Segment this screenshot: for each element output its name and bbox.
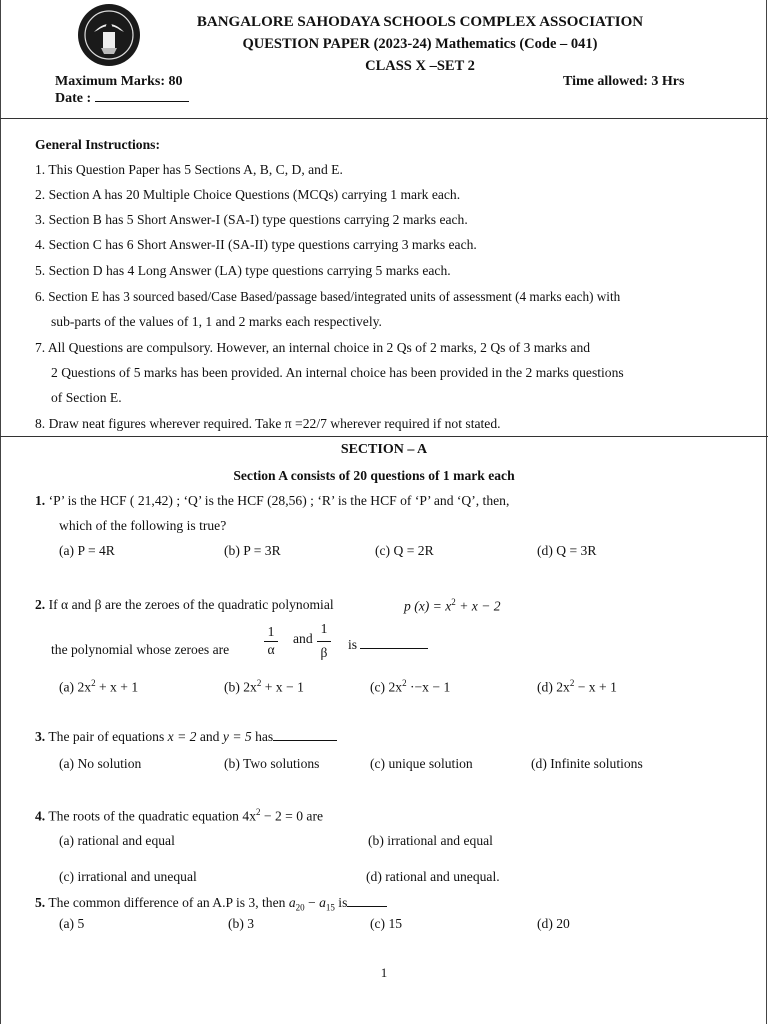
question-2-text	[35, 597, 334, 613]
school-logo-emblem	[76, 2, 142, 68]
instruction-line: 6. Section E has 3 sourced based/Case Based/passage based/integrated units of assessment (4 marks each) with	[35, 289, 621, 304]
paper-title: QUESTION PAPER (2023-24) Mathematics (Code – 041)	[242, 36, 598, 52]
polynomial-lhs: p (x) = x	[404, 598, 452, 614]
section-title: SECTION – A	[340, 442, 428, 457]
question-number: 5.	[35, 895, 46, 910]
option-a: (a) 5	[59, 916, 85, 931]
option-d: (d) 20	[537, 916, 570, 931]
question-1-text	[35, 493, 509, 509]
question-3-text: 3. The pair of equations x = 2 and y = 5 has	[35, 729, 337, 745]
option-d: (d) rational and unequal.	[366, 869, 500, 884]
option-c: (c) $2x^2 \cdot-x - 1$	[370, 678, 451, 695]
date-blank	[95, 101, 189, 102]
option-b: (b) $2x^2 + x - 1$	[224, 678, 304, 695]
instruction-line: 1. This Question Paper has 5 Sections A, B, C, D, and E.	[35, 162, 343, 177]
option-b: (b) irrational and equal	[368, 833, 493, 848]
option-b: (b) Two solutions	[224, 756, 320, 771]
instruction-line: of Section E.	[51, 390, 122, 405]
fraction-numerator: 1	[267, 624, 275, 639]
equation: 4x	[242, 808, 256, 824]
question-5-text: 5. The common difference of an A.P is 3, then $a_{20} - a_{15}$ is	[35, 895, 387, 913]
fraction-numerator: 1	[320, 621, 328, 636]
option-d: (d) Infinite solutions	[531, 756, 643, 771]
instruction-line: 8. Draw neat figures wherever required. Take π =22/7 wherever required if not stated.	[35, 416, 501, 431]
time-allowed: Time allowed: 3 Hrs	[563, 74, 685, 89]
option-a: (a) No solution	[59, 756, 142, 771]
instruction-line: sub-parts of the values of 1, 1 and 2 marks each respectively.	[51, 314, 382, 329]
blank-line	[273, 740, 337, 741]
is-word: is	[348, 637, 358, 652]
fraction-denominator: α	[264, 641, 278, 658]
fraction-1-over-beta	[317, 621, 331, 661]
term-a15: a	[319, 895, 326, 910]
option-b: (b) 3	[228, 916, 255, 931]
instruction-line: 7. All Questions are compulsory. However, an internal choice in 2 Qs of 2 marks, 2 Qs of 3 marks and	[35, 340, 591, 355]
instruction-line: 2. Section A has 20 Multiple Choice Questions (MCQs) carrying 1 mark each.	[35, 187, 461, 202]
date-label: Date :	[55, 91, 95, 106]
fraction-1-over-alpha	[264, 624, 278, 658]
option-c: (c) unique solution	[370, 756, 473, 771]
question-text: The common difference of an A.P is 3, then	[45, 895, 289, 910]
page-border-right	[766, 0, 767, 1024]
question-number: 4.	[35, 808, 46, 824]
question-text: If α and β are the zeroes of the quadratic polynomial	[45, 597, 334, 612]
option-c: (c) irrational and unequal	[59, 869, 197, 884]
question-number: 1.	[35, 493, 46, 508]
question-2-text-cont: the polynomial whose zeroes are	[51, 642, 230, 657]
option-d: (d) $2x^2 - x + 1$	[537, 678, 617, 695]
class-set: CLASS X –SET 2	[365, 58, 475, 74]
blank-line	[360, 648, 428, 649]
instruction-line: 5. Section D has 4 Long Answer (LA) type questions carrying 5 marks each.	[35, 263, 451, 278]
option-a: (a) P = 4R	[59, 543, 115, 558]
instructions-divider	[0, 436, 768, 437]
header-divider	[0, 118, 768, 119]
option-d: (d) Q = 3R	[537, 543, 597, 558]
question-1-text-cont: which of the following is true?	[59, 518, 227, 533]
question-text: The pair of equations	[45, 729, 168, 744]
maximum-marks: Maximum Marks: 80	[55, 74, 183, 89]
option-a: (a) rational and equal	[59, 833, 175, 848]
answer-blank	[348, 637, 428, 653]
option-c: (c) 15	[370, 916, 403, 931]
section-subtitle: Section A consists of 20 questions of 1 mark each	[233, 468, 515, 483]
organization-name: BANGALORE SAHODAYA SCHOOLS COMPLEX ASSOCIATION	[196, 14, 644, 30]
exponent: 2	[451, 597, 456, 607]
equation-1: x = 2	[167, 729, 197, 744]
equation-2: y = 5	[222, 729, 252, 744]
question-4-text: 4. The roots of the quadratic equation $4x^2 - 2 = 0$ are	[35, 807, 324, 824]
option-a: (a) $2x^2 + x + 1$	[59, 678, 139, 695]
fraction-denominator: β	[317, 641, 331, 661]
instruction-line: 3. Section B has 5 Short Answer-I (SA-I) type questions carrying 2 marks each.	[35, 212, 468, 227]
option-b: (b) P = 3R	[224, 543, 281, 558]
question-text: ‘P’ is the HCF ( 21,42) ; ‘Q’ is the HCF (28,56) ; ‘R’ is the HCF of ‘P’ and ‘Q’, then,	[45, 493, 510, 508]
page-border-left	[0, 0, 1, 1024]
polynomial-expression	[404, 597, 501, 615]
question-text: The roots of the quadratic equation	[45, 808, 243, 824]
page-number: 1	[380, 965, 388, 980]
blank-line	[347, 906, 387, 907]
option-c: (c) Q = 2R	[375, 543, 434, 558]
date-field	[55, 91, 189, 107]
instruction-line: 4. Section C has 6 Short Answer-II (SA-II) type questions carrying 3 marks each.	[35, 237, 477, 252]
question-number: 2.	[35, 597, 46, 612]
polynomial-rhs: + x − 2	[455, 598, 501, 614]
question-number: 3.	[35, 729, 46, 744]
and-word: and	[293, 631, 313, 646]
term-a20: a	[288, 895, 296, 910]
instruction-line: 2 Questions of 5 marks has been provided. An internal choice has been provided in the 2 marks questions	[51, 365, 624, 380]
instructions-heading: General Instructions:	[35, 137, 160, 152]
